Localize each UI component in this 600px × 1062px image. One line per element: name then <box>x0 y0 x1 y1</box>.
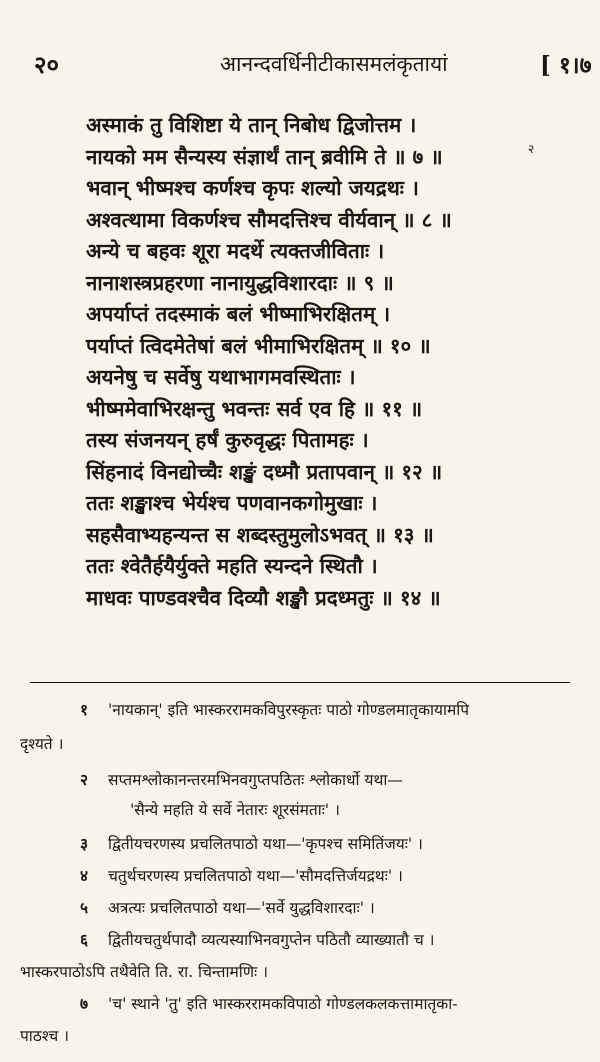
chapter-verse-reference: [ १।७ <box>540 52 592 79</box>
verse-line: नायको मम सैन्यस्य संज्ञार्थं तान् ब्रवीमि ते ॥ ७ ॥ २ <box>86 142 586 174</box>
footnote-text: द्वितीयचरणस्य प्रचलितपाठो यथा—'कृपश्च समितिंजयः' । <box>108 835 423 853</box>
verse-line: तस्य संजनयन् हर्षं कुरुवृद्धः पितामहः । <box>86 428 369 452</box>
running-title: आनन्दवर्धिनीटीकासमलंकृतायां <box>220 52 448 76</box>
footnote-text: द्वितीयचतुर्थपादौ व्यत्यस्याभिनवगुप्तेन पठितौ व्याख्यातौ च । <box>108 931 435 949</box>
verse-line: ततः श्वेतैर्हयैर्युक्ते महति स्यन्दने स्थितौ । <box>86 554 378 578</box>
verse-line: अन्ये च बहवः शूरा मदर्थे त्यक्तजीविताः । <box>86 239 385 263</box>
footnote-number: ४ <box>80 866 89 885</box>
footnote-number: ७ <box>80 994 89 1013</box>
footnote-text: 'सैन्ये महति ये सर्वे नेतारः शूरसंमताः' । <box>130 801 340 819</box>
verse-line: अयनेषु च सर्वेषु यथाभागमवस्थिताः । <box>86 365 356 389</box>
footnote-text: पाठश्च । <box>20 1027 70 1045</box>
footnote-divider <box>30 682 570 683</box>
footnote-text: 'च' स्थाने 'तु' इति भास्कररामकविपाठो गोण्डलकलकत्तामातृका- <box>108 995 458 1013</box>
verse-line: अश्वत्थामा विकर्णश्च सौमदत्तिश्च वीर्यवान् ॥ ८ ॥ <box>86 207 452 232</box>
footnote-text: अत्रत्यः प्रचलितपाठो यथा—'सर्वे युद्धविशारदाः' । <box>108 899 375 917</box>
footnote-text: सप्तमश्लोकानन्तरमभिनवगुप्तपठितः श्लोकार्धो यथा— <box>108 771 403 789</box>
footnote-number: ५ <box>80 898 89 917</box>
verse-line: सहसैवाभ्यहन्यन्त स शब्दस्तुमुलोऽभवत् ॥ १३ ॥ <box>86 522 434 547</box>
verse-line: सिंहनादं विनद्योच्चैः शङ्खं दध्मौ प्रतापवान् ॥ १२ ॥ <box>86 459 443 484</box>
footnote-number: ६ <box>80 930 89 949</box>
footnote-text: दृश्यते । <box>20 735 64 753</box>
verse-line: भवान् भीष्मश्च कर्णश्च कृपः शल्यो जयद्रथः । <box>86 176 419 200</box>
footnote-marker: २ <box>528 141 535 156</box>
verse-line: पर्याप्तं त्विदमेतेषां बलं भीमाभिरक्षितम् ॥ १० ॥ <box>86 333 431 358</box>
verse-line: अपर्याप्तं तदस्माकं बलं भीष्माभिरक्षितम् । <box>86 302 391 326</box>
page-number: २० <box>34 50 59 79</box>
verse-line: ततः शङ्खाश्च भेर्यश्च पणवानकगोमुखाः । <box>86 491 378 515</box>
footnote-number: २ <box>80 770 89 789</box>
verse-line: नानाशस्त्रप्रहरणा नानायुद्धविशारदाः ॥ ९ ॥ <box>86 270 394 295</box>
verse-line: माधवः पाण्डवश्चैव दिव्यौ शङ्खौ प्रदध्मतुः ॥ १४ ॥ <box>86 585 441 610</box>
footnote-number: १ <box>80 700 89 719</box>
verse-block <box>86 110 586 614</box>
verse-line: भीष्ममेवाभिरक्षन्तु भवन्तः सर्व एव हि ॥ ११ ॥ <box>86 396 423 421</box>
footnote-text: 'नायकान्' इति भास्कररामकविपुरस्कृतः पाठो गोण्डलमातृकायामपि <box>108 701 470 719</box>
footnote-text: चतुर्थचरणस्य प्रचलितपाठो यथा—'सौमदत्तिर्जयद्रथः' । <box>108 867 403 885</box>
footnote-text: भास्करपाठोऽपि तथैवेति ति. रा. चिन्तामणिः । <box>20 963 268 981</box>
verse-line: अस्माकं तु विशिष्टा ये तान् निबोध द्विजोत्तम । <box>86 113 417 137</box>
page-header <box>0 48 600 82</box>
footnote-number: ३ <box>80 834 89 853</box>
